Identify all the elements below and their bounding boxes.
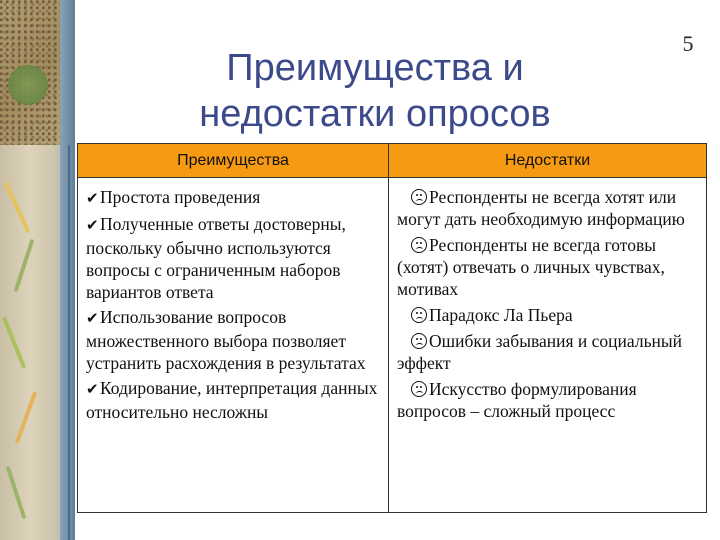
disadvantage-text: Респонденты не всегда готовы (хотят) отвечать о личных чувствах, мотивах <box>397 235 665 299</box>
decorative-stick <box>15 391 38 444</box>
list-item <box>397 378 700 422</box>
checkmark-icon: ✔ <box>86 311 99 327</box>
disadvantages-cell <box>389 178 706 512</box>
disadvantage-text: Искусство формулирования вопросов – сложный процесс <box>397 379 637 421</box>
list-item <box>86 186 382 210</box>
frown-face-icon <box>411 333 427 349</box>
advantage-text: Простота проведения <box>100 187 261 207</box>
checkmark-icon: ✔ <box>86 191 99 207</box>
title-line-2: недостатки опросов <box>199 93 551 135</box>
title-line-1: Преимущества и <box>226 47 524 89</box>
advantage-text: Полученные ответы достоверны, поскольку обычно используются вопросы с ограниченным наборов вариантов ответа <box>86 214 346 302</box>
decorative-stick <box>14 239 35 293</box>
list-item <box>86 306 382 374</box>
decorative-stick <box>6 466 27 520</box>
page-number: 5 <box>682 31 694 56</box>
decorative-side-strip <box>0 0 75 540</box>
disadvantage-text: Парадокс Ла Пьера <box>429 305 573 325</box>
header-advantages: Преимущества <box>78 144 389 178</box>
advantage-text: Использование вопросов множественного выбора позволяет устранить расхождения в результатах <box>86 307 366 373</box>
decorative-stick <box>4 182 31 234</box>
frown-face-icon <box>411 381 427 397</box>
frown-face-icon <box>411 307 427 323</box>
list-item <box>397 304 700 326</box>
frown-face-icon <box>411 189 427 205</box>
advantages-cell <box>78 178 389 512</box>
advantage-text: Кодирование, интерпретация данных относительно несложны <box>86 378 378 422</box>
checkmark-icon: ✔ <box>86 218 99 234</box>
frown-face-icon <box>411 237 427 253</box>
list-item <box>86 377 382 423</box>
list-item <box>397 234 700 300</box>
decorative-stick <box>2 316 26 368</box>
checkmark-icon: ✔ <box>86 382 99 398</box>
green-circle-decoration <box>8 65 48 105</box>
disadvantage-text: Ошибки забывания и социальный эффект <box>397 331 683 373</box>
comparison-table <box>77 143 707 513</box>
list-item <box>397 330 700 374</box>
list-item <box>397 186 700 230</box>
vertical-rule <box>68 145 70 540</box>
list-item <box>86 213 382 303</box>
slide-title <box>190 45 560 137</box>
header-disadvantages: Недостатки <box>389 144 706 178</box>
disadvantage-text: Респонденты не всегда хотят или могут дать необходимую информацию <box>397 187 685 229</box>
